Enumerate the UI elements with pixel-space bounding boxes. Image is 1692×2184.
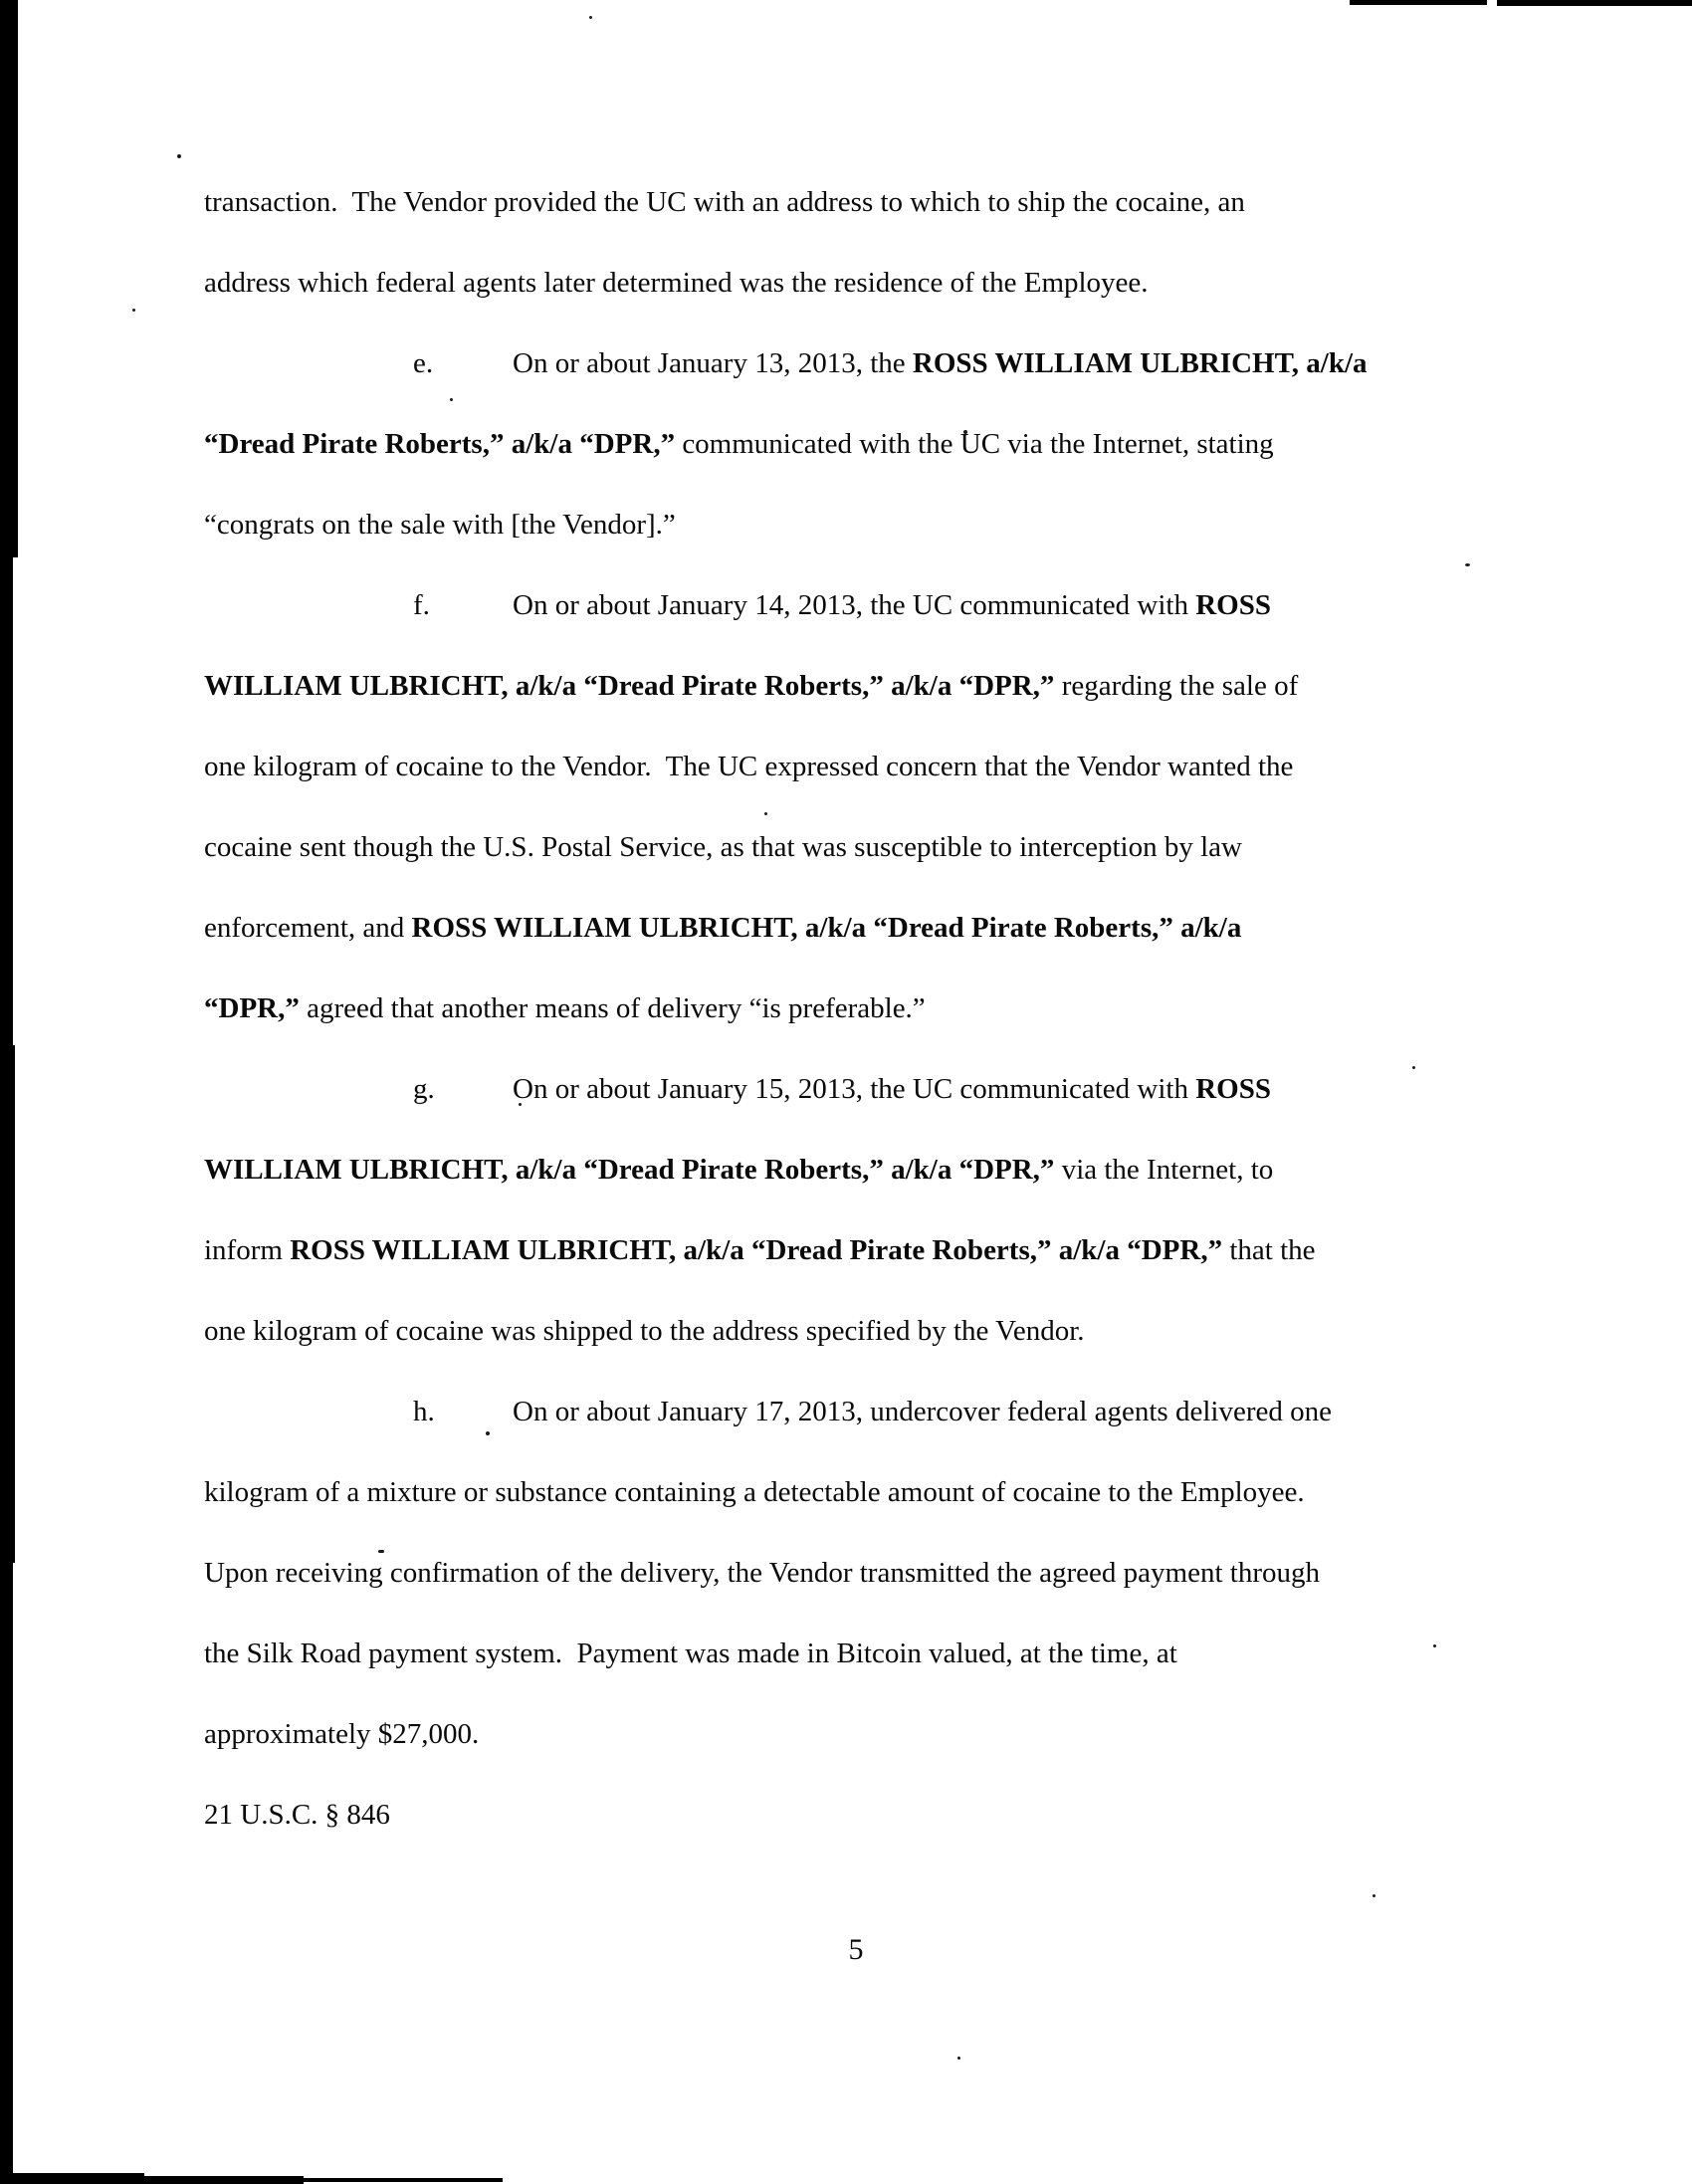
- text-segment: address which federal agents later determined was the residence of the Employee.: [204, 267, 1149, 299]
- scan-speck: [589, 16, 592, 19]
- text-segment: kilogram of a mixture or substance containing a detectable amount of cocaine to the Employee.: [204, 1476, 1305, 1508]
- scan-speck: [177, 154, 181, 158]
- scan-speck: [957, 2057, 960, 2060]
- text-segment: “DPR,”: [204, 992, 300, 1024]
- text-segment: 21 U.S.C. § 846: [204, 1799, 390, 1831]
- text-line: [204, 162, 1368, 243]
- text-segment: On or about January 14, 2013, the UC communicated with: [513, 589, 1196, 621]
- text-segment: that the: [1222, 1234, 1316, 1266]
- text-line: [204, 1694, 1368, 1775]
- text-segment: one kilogram of cocaine was shipped to the address specified by the Vendor.: [204, 1315, 1085, 1347]
- list-item-marker: h.: [413, 1396, 435, 1427]
- text-line: [204, 1130, 1368, 1210]
- text-segment: transaction. The Vendor provided the UC with an address to which to ship the cocaine, an: [204, 186, 1245, 218]
- text-segment: On or about January 13, 2013, the: [513, 347, 913, 379]
- text-segment: one kilogram of cocaine to the Vendor. The UC expressed concern that the Vendor wanted the: [204, 751, 1294, 782]
- paragraph-first-line: [204, 324, 1368, 404]
- text-line: [204, 969, 1368, 1049]
- text-segment: ROSS WILLIAM ULBRICHT, a/k/a “Dread Pirate Roberts,” a/k/a: [411, 912, 1242, 944]
- text-segment: the Silk Road payment system. Payment was made in Bitcoin valued, at the time, at: [204, 1638, 1177, 1669]
- paragraph-first-line: [204, 565, 1368, 646]
- text-segment: “congrats on the sale with [the Vendor].”: [204, 509, 676, 541]
- text-line: [204, 727, 1368, 807]
- scan-edge-bottom-left-bar-2: [144, 2176, 304, 2184]
- scan-edge-bottom-left-bar-3: [304, 2178, 503, 2182]
- text-segment: via the Internet, to: [1054, 1154, 1274, 1186]
- text-line: [204, 404, 1368, 485]
- list-item-marker: f.: [413, 589, 430, 621]
- scan-speck: [1433, 1644, 1436, 1647]
- page-number: 5: [848, 1933, 864, 1966]
- text-line: [204, 888, 1368, 969]
- text-segment: ROSS: [1195, 589, 1271, 621]
- text-segment: WILLIAM ULBRICHT, a/k/a “Dread Pirate Roberts,” a/k/a “DPR,”: [204, 1154, 1055, 1186]
- scan-speck: [1373, 1894, 1375, 1897]
- text-line: [204, 1291, 1368, 1372]
- text-segment: communicated with the UC via the Internet, stating: [675, 428, 1274, 460]
- text-line: [204, 243, 1368, 324]
- scan-edge-top-right-bar-2: [1497, 0, 1692, 6]
- text-segment: On or about January 15, 2013, the UC communicated with: [513, 1073, 1196, 1105]
- scan-speck: [132, 309, 135, 312]
- scan-edge-left-strip-mid: [0, 1045, 15, 1563]
- document-lines: [204, 162, 1368, 1856]
- text-line: [204, 485, 1368, 565]
- text-segment: ROSS: [1195, 1073, 1271, 1105]
- scan-speck: [1412, 1066, 1415, 1069]
- paragraph-first-line: [204, 1049, 1368, 1130]
- scan-speck: [1465, 563, 1470, 566]
- paragraph-first-line: [204, 1372, 1368, 1452]
- text-segment: WILLIAM ULBRICHT, a/k/a “Dread Pirate Roberts,” a/k/a “DPR,”: [204, 670, 1055, 702]
- text-segment: ROSS WILLIAM ULBRICHT, a/k/a: [912, 347, 1368, 379]
- scan-edge-left-strip-top: [0, 0, 18, 557]
- text-line: [204, 1533, 1368, 1614]
- text-line: [204, 646, 1368, 727]
- text-segment: Upon receiving confirmation of the delivery, the Vendor transmitted the agreed payment through: [204, 1557, 1320, 1589]
- list-item-marker: e.: [413, 347, 434, 379]
- text-line: [204, 807, 1368, 888]
- scan-edge-bottom-left-bar: [0, 2173, 144, 2184]
- text-line: [204, 1452, 1368, 1533]
- text-segment: inform: [204, 1234, 291, 1266]
- text-segment: “Dread Pirate Roberts,” a/k/a “DPR,”: [204, 428, 676, 460]
- text-segment: agreed that another means of delivery “is preferable.”: [299, 992, 926, 1024]
- text-segment: cocaine sent though the U.S. Postal Service, as that was susceptible to interception by law: [204, 831, 1242, 863]
- text-line: [204, 1614, 1368, 1694]
- scan-edge-top-right-bar: [1350, 0, 1487, 5]
- text-line: [204, 1210, 1368, 1291]
- text-segment: regarding the sale of: [1054, 670, 1299, 702]
- text-segment: ROSS WILLIAM ULBRICHT, a/k/a “Dread Pirate Roberts,” a/k/a “DPR,”: [290, 1234, 1223, 1266]
- text-segment: approximately $27,000.: [204, 1718, 480, 1750]
- text-line: [204, 1775, 1368, 1856]
- text-segment: On or about January 17, 2013, undercover federal agents delivered one: [513, 1396, 1332, 1427]
- text-segment: enforcement, and: [204, 912, 412, 944]
- list-item-marker: g.: [413, 1073, 435, 1105]
